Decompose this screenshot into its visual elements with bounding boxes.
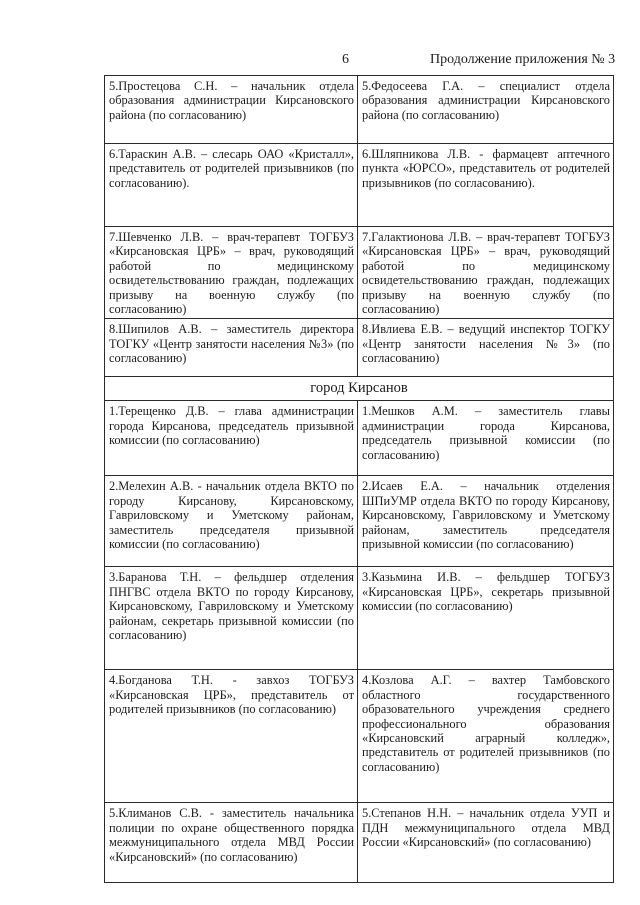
appendix-continuation-note: Продолжение приложения № 3 (430, 52, 616, 67)
member-cell: 5.Простецова С.Н. – начальник отдела образования администрации Кирсановского района (по согласованию) (105, 76, 358, 144)
table-row (105, 567, 614, 670)
member-cell: 5.Климанов С.В. - заместитель начальника полиции по охране общественного порядка межмуниципального отдела МВД России «Кирсановский» (по согласованию) (105, 803, 358, 883)
alternate-cell: 2.Исаев Е.А. – начальник отделения ШПиУМР отдела ВКТО по городу Кирсанову, Кирсановскому, Гавриловскому и Уметскому районам, заместитель председателя призывной комиссии (по согласованию) (358, 476, 614, 567)
section-header-row (105, 377, 614, 401)
table-row (105, 76, 614, 144)
page-number: 6 (342, 52, 349, 67)
alternate-cell: 5.Федосеева Г.А. – специалист отдела образования администрации Кирсановского района (по согласованию) (358, 76, 614, 144)
table-row (105, 319, 614, 377)
table-row (105, 670, 614, 803)
table-row (105, 144, 614, 227)
table-row (105, 803, 614, 883)
alternate-cell: 5.Степанов Н.Н. – начальник отдела УУП и ПДН межмуниципального отдела МВД России «Кирсановский» (по согласованию) (358, 803, 614, 883)
member-cell: 1.Терещенко Д.В. – глава администрации города Кирсанова, председатель призывной комиссии (по согласованию) (105, 401, 358, 476)
table-row (105, 227, 614, 319)
table-row (105, 401, 614, 476)
member-cell: 3.Баранова Т.Н. – фельдшер отделения ПНГВС отдела ВКТО по городу Кирсанову, Кирсановскому, Гавриловскому и Уметскому районам, секретарь призывной комиссии (по согласованию) (105, 567, 358, 670)
member-cell: 4.Богданова Т.Н. - завхоз ТОГБУЗ «Кирсановская ЦРБ», представитель от родителей призывников (по согласованию) (105, 670, 358, 803)
section-title: город Кирсанов (105, 377, 614, 401)
member-cell: 6.Тараскин А.В. – слесарь ОАО «Кристалл», представитель от родителей призывников (по согласованию). (105, 144, 358, 227)
alternate-cell: 6.Шляпникова Л.В. - фармацевт аптечного пункта «ЮРСО», представитель от родителей призывников (по согласованию). (358, 144, 614, 227)
commission-roster-table (104, 75, 614, 883)
alternate-cell: 1.Мешков А.М. – заместитель главы администрации города Кирсанова, председатель призывной комиссии (по согласованию) (358, 401, 614, 476)
member-cell: 7.Шевченко Л.В. – врач-терапевт ТОГБУЗ «Кирсановская ЦРБ» – врач, руководящий работой по медицинскому освидетельствованию граждан, подлежащих призыву на военную службу (по согласованию) (105, 227, 358, 319)
alternate-cell: 3.Казьмина И.В. – фельдшер ТОГБУЗ «Кирсановская ЦРБ», секретарь призывной комиссии (по согласованию) (358, 567, 614, 670)
alternate-cell: 7.Галактионова Л.В. – врач-терапевт ТОГБУЗ «Кирсановская ЦРБ» – врач, руководящий работой по медицинскому освидетельствованию граждан, подлежащих призыву на военную службу (по согласованию) (358, 227, 614, 319)
member-cell: 8.Шипилов А.В. – заместитель директора ТОГКУ «Центр занятости населения №3» (по согласованию) (105, 319, 358, 377)
alternate-cell: 4.Козлова А.Г. – вахтер Тамбовского областного государственного образовательного учреждения среднего профессионального образования «Кирсановский аграрный колледж», представитель от родителей призывников (по согласованию) (358, 670, 614, 803)
table-row (105, 476, 614, 567)
member-cell: 2.Мелехин А.В. - начальник отдела ВКТО по городу Кирсанову, Кирсановскому, Гавриловскому и Уметскому районам, заместитель председателя призывной комиссии (по согласованию) (105, 476, 358, 567)
alternate-cell: 8.Ивлиева Е.В. – ведущий инспектор ТОГКУ «Центр занятости населения №3» (по согласованию) (358, 319, 614, 377)
